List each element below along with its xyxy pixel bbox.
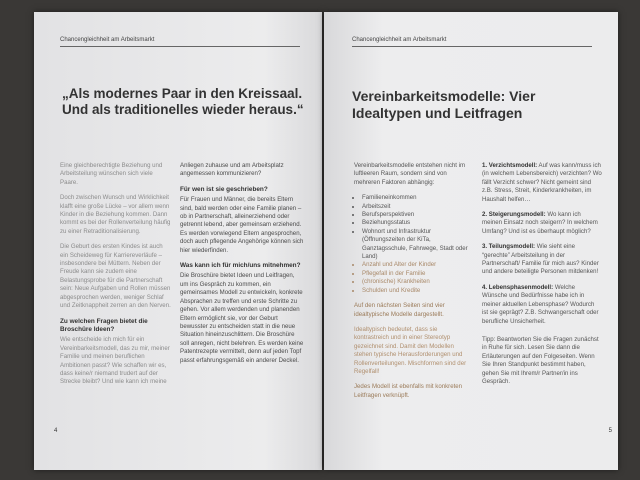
model-label: 4. Lebensphasenmodell: bbox=[482, 283, 554, 291]
list-item: • Wohnort und Infrastruktur (Öffnungszeiten der KiTa, Ganztagsschule, Fahrwege, Stadt oder Land) bbox=[362, 228, 472, 262]
list-item: • Schulden und Kredite bbox=[362, 287, 472, 295]
model-item bbox=[482, 162, 602, 204]
model-item bbox=[482, 284, 602, 326]
right-page bbox=[324, 12, 618, 470]
section-heading: Was kann ich für mich/uns mitnehmen? bbox=[180, 262, 301, 270]
page-title: Vereinbarkeitsmodelle: Vier Idealtypen und Leitfragen bbox=[352, 88, 536, 121]
left-column-1 bbox=[60, 162, 172, 394]
left-page bbox=[34, 12, 322, 470]
running-header-right: Chancengleichheit am Arbeitsmarkt bbox=[352, 37, 592, 47]
list-item: • Arbeitszeit bbox=[362, 203, 472, 211]
section-heading: Zu welchen Fragen bietet die Broschüre Ideen? bbox=[60, 317, 148, 333]
paragraph: Idealtypisch bedeutet, dass sie kontrastreich und in einer Stereotyp gezeichnet sind. Damit den Modellen stehen typische Herausforderungen und Rollenverteilungen. Mischformen sind der Regelfall! bbox=[354, 325, 467, 375]
list-item: • Berufsperspektiven bbox=[362, 211, 472, 219]
tip-paragraph: Tipp: Beantworten Sie die Fragen zunächst in Ruhe für sich. Lesen Sie dann die Erläuterungen auf den Folgeseiten. Wenn Sie Ihren Standpunkt bestimmt haben, gehen Sie mit Ihrem/r Partner/in ins Gespräch. bbox=[482, 335, 599, 385]
paragraph: Doch zwischen Wunsch und Wirklichkeit klafft eine große Lücke – vor allem wenn Kinder in die Beziehung kommen. Dann kommt es bei der Rollenverteilung häufig zu einer Retraditionalisierung. bbox=[60, 194, 171, 235]
model-text: Wie sieht eine “gerechte” Arbeitsteilung in der Partnerschaft/ Familie für mich aus? Kinder und andere beteiligte Personen mitdenken! bbox=[482, 243, 599, 276]
page-number-right: 5 bbox=[608, 428, 612, 434]
factor-list bbox=[354, 194, 472, 295]
section-heading: Für wen ist sie geschrieben? bbox=[180, 185, 268, 193]
model-text: Wo kann ich meinen Einsatz noch steigern? In welchem Umfang? Und ist es überhaupt möglich? bbox=[482, 211, 598, 235]
model-text: Welche Wünsche und Bedürfnisse habe ich in meiner aktuellen Lebensphase? Wodurch ist sie geprägt? Z.B. Schwangerschaft oder berufliche Unsicherheit. bbox=[482, 283, 599, 325]
paragraph: Für Frauen und Männer, die bereits Eltern sind, bald werden oder eine Familie planen – ob in Partnerschaft, alleinerziehend oder getrennt lebend, aber gemeinsam erziehend. Es werden vorwiegend Eltern angesprochen, doch auch pflegende Angehörige können sich hier wiederfinden. bbox=[180, 196, 304, 254]
list-item: • Anzahl und Alter der Kinder bbox=[362, 261, 472, 269]
list-item: • Pflegefall in der Familie bbox=[362, 270, 472, 278]
page-number-left: 4 bbox=[54, 428, 58, 434]
right-column-1 bbox=[354, 162, 472, 407]
paragraph: Die Broschüre bietet Ideen und Leitfragen, um ins Gespräch zu kommen, ein gemeinsames Modell zu entwickeln, konkrete Absprachen zu treffen und erste Schritte zu gehen. Vor allem werdenden und planenden Eltern ermöglicht sie, vor der Geburt bewusster zu entscheiden statt in die neue Situation hineinzuschlittern. Die Broschüre soll anregen, nicht belehren. Es werden keine Patentrezepte vermittelt, denn auf jeden Topf passt erfahrungsgemäß ein anderer Deckel. bbox=[180, 272, 304, 364]
model-label: 1. Verzichtsmodell: bbox=[482, 162, 538, 169]
paragraph: Jedes Modell ist ebenfalls mit konkreten Leitfragen verknüpft. bbox=[354, 383, 463, 399]
paragraph: Anliegen zuhause und am Arbeitsplatz angemessen kommunizieren? bbox=[180, 162, 284, 178]
left-column-2 bbox=[180, 162, 304, 372]
right-column-2 bbox=[482, 162, 602, 393]
paragraph: Die Geburt des ersten Kindes ist auch ein Scheideweg für Karriereverläufe – insbesondere bei Müttern. Neben der Freude kann sie zudem eine Belastungsprobe für die Partnerschaft sein: Neue Aufgaben und Rollen müssen abgesprochen werden, weniger Schlaf und Zeitknappheit zerren an den Nerven. bbox=[60, 243, 171, 310]
intro-paragraph: Vereinbarkeitsmodelle entstehen nicht im luftleeren Raum, sondern sind von mehreren Faktoren abhängig: bbox=[354, 162, 466, 186]
model-text: Auf was kann/muss ich (in welchem Lebensbereich) verzichten? Wo fällt Verzicht schwer? Nicht gemeint sind z.B. Stress, Streit, Kinderkrankheiten, im Haushalt helfen… bbox=[482, 162, 602, 203]
paragraph: Auf den nächsten Seiten sind vier idealtypische Modelle dargestellt. bbox=[354, 302, 445, 318]
model-item bbox=[482, 243, 602, 277]
paragraph: Eine gleichberechtigte Beziehung und Arbeitsteilung wünschen sich viele Paare. bbox=[60, 162, 163, 186]
model-label: 2. Steigerungsmodell: bbox=[482, 211, 546, 219]
model-label: 3. Teilungsmodell: bbox=[482, 243, 536, 251]
list-item: • Beziehungsstatus bbox=[362, 219, 472, 227]
running-header-left: Chancengleichheit am Arbeitsmarkt bbox=[60, 37, 300, 47]
paragraph: Wie entscheide ich mich für ein Vereinbarkeitsmodell, das zu mir, meiner Familie und meinen beruflichen Ambitionen passt? Wie schaffen wir es, dass keine/r niemand trudert auf der Strecke bleibt? Und wie kann ich meine bbox=[60, 336, 170, 386]
list-item: • Familieneinkommen bbox=[362, 194, 472, 202]
page-quote: „Als modernes Paar in den Kreissaal. Und als traditionelles wieder heraus.“ bbox=[62, 86, 304, 117]
model-item bbox=[482, 211, 602, 236]
list-item: • (chronische) Krankheiten bbox=[362, 278, 472, 286]
